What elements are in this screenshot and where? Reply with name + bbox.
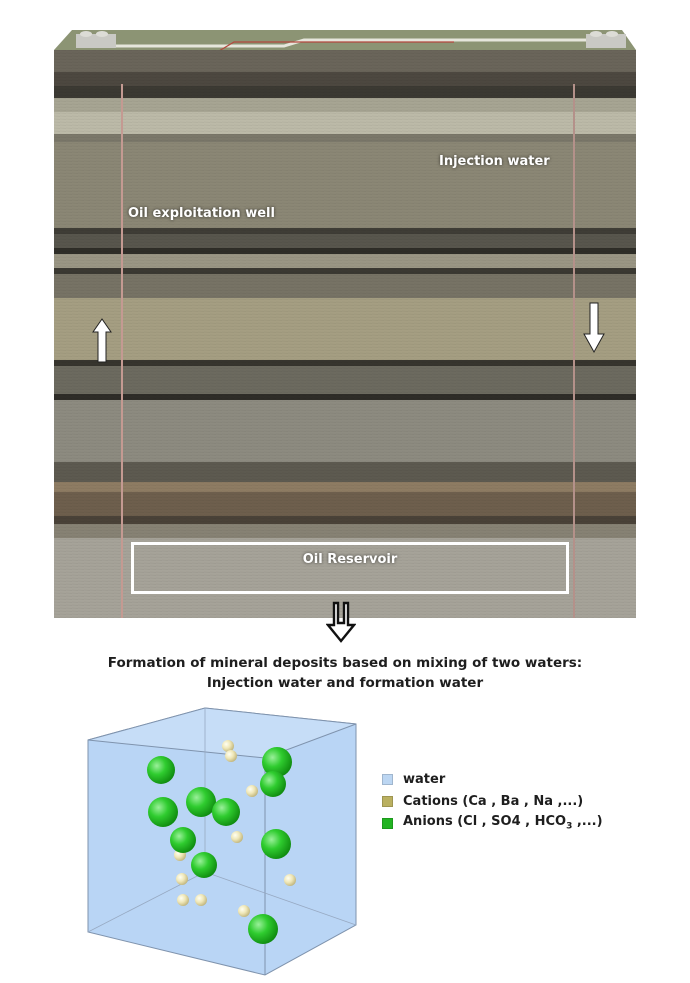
legend-label-anions-main: Anions (Cl , SO4 , HCO <box>403 814 567 830</box>
cation-particle <box>246 785 258 797</box>
caption-line-1: Formation of mineral deposits based on mixing of two waters: <box>107 655 583 671</box>
anion-particle <box>248 914 278 944</box>
anion-particle <box>186 787 216 817</box>
legend-label-cations: Cations (Ca , Ba , Na ,...) <box>403 793 584 809</box>
cation-particle <box>195 894 207 906</box>
cation-particle <box>231 831 243 843</box>
cation-particle <box>284 874 296 886</box>
legend-label-anions-tail: ,...) <box>572 814 603 830</box>
oil-reservoir-box <box>131 542 569 594</box>
legend-swatch-water <box>382 774 393 785</box>
cation-particle <box>177 894 189 906</box>
anion-particle <box>212 798 240 826</box>
anion-particle <box>148 797 178 827</box>
legend-label-water: water <box>403 771 446 787</box>
legend-label-anions <box>403 814 603 832</box>
anion-particle <box>147 756 175 784</box>
legend-label-anions-subscript: 3 <box>566 821 573 832</box>
geological-cross-section <box>54 22 636 618</box>
oil-reservoir-label: Oil Reservoir <box>302 552 398 567</box>
injection-water-label: Injection water <box>439 154 550 169</box>
water-cube-diagram <box>80 700 370 980</box>
caption-line-2: Injection water and formation water <box>206 675 484 691</box>
strata-illustration <box>54 22 636 618</box>
oil-exploitation-well-label: Oil exploitation well <box>128 206 275 221</box>
legend-swatch-anions <box>382 818 393 829</box>
legend-item-anions <box>382 812 603 834</box>
legend-item-cations <box>382 790 603 812</box>
anion-particle <box>261 829 291 859</box>
figure-caption <box>0 653 690 693</box>
down-arrow-icon <box>326 601 356 643</box>
anion-particle <box>191 852 217 878</box>
legend-item-water <box>382 768 603 790</box>
cation-particle <box>238 905 250 917</box>
anion-particle <box>260 771 286 797</box>
cation-particle <box>176 873 188 885</box>
legend <box>382 768 603 834</box>
legend-swatch-cations <box>382 796 393 807</box>
cation-particle <box>225 750 237 762</box>
anion-particle <box>170 827 196 853</box>
